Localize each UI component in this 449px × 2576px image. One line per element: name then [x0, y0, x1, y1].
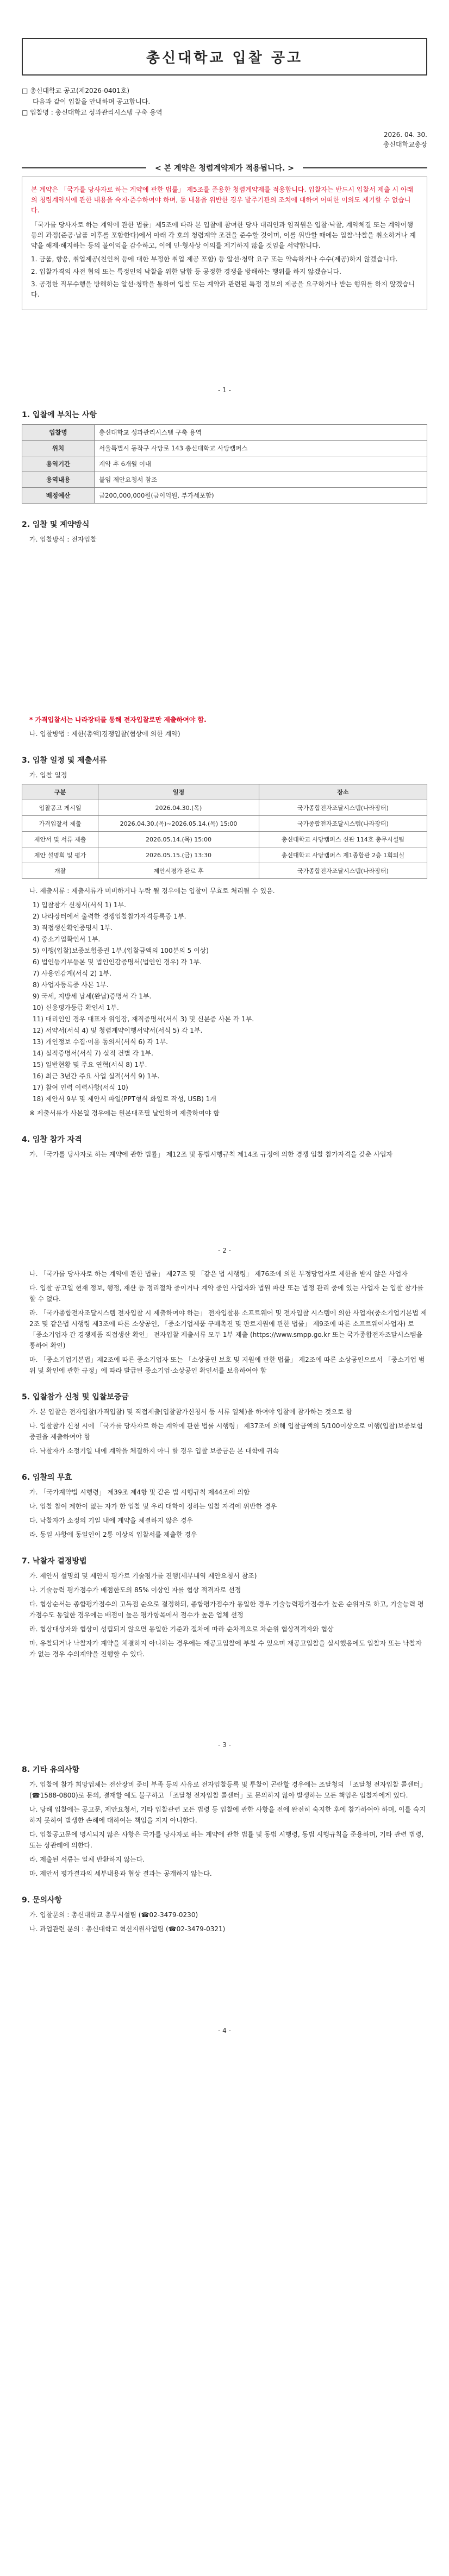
- table-row: 입찰공고 게시일 2026.04.30.(목) 국가종합전자조달시스템(나라장터): [22, 800, 427, 816]
- award-method-d: 라. 협상대상자와 협상이 성립되지 않으면 동일한 기준과 절차에 따라 순차적으로 차순위 협상적격자와 협상: [29, 1625, 334, 1633]
- section-title: 6. 입찰의 무효: [22, 1473, 72, 1482]
- list-item: 3. 공정한 직무수행을 방해하는 알선·청탁을 통하여 입찰 또는 계약과 관련된 특정 정보의 제공을 요구하거나 받는 행위를 하지 않겠습니다.: [31, 280, 415, 298]
- notice-header: [22, 85, 427, 118]
- list-item: 18) 제안서 9부 및 제안서 파일(PPT형식 화일로 작성, USB) 1개: [33, 1095, 216, 1103]
- invalid-bid-c: 다. 낙찰자가 소정의 기일 내에 계약을 체결하지 않은 경우: [29, 1517, 193, 1524]
- list-item: 7) 사용인감계(서식 2) 1부.: [33, 970, 111, 977]
- list-item: 9) 국세, 지방세 납세(완납)증명서 각 1부.: [33, 992, 152, 1000]
- notice-date: 2026. 04. 30.: [383, 131, 427, 139]
- table-row: 개찰 제안서평가 완료 후 국가종합전자조달시스템(나라장터): [22, 863, 427, 879]
- invalid-bid-a: 가. 「국가계약법 시행령」 제39조 제4항 및 같은 법 시행규칙 제44조에 의함: [29, 1488, 250, 1496]
- section-title: 4. 입찰 참가 자격: [22, 1135, 82, 1144]
- notice-description: 다음과 같이 입찰을 안내하며 공고합니다.: [33, 98, 151, 105]
- bid-item-name: □ 입찰명 : 총신대학교 성과관리시스템 구축 용역: [22, 107, 427, 118]
- list-item: 16) 최근 3년간 주요 사업 실적(서식 9) 1부.: [33, 1072, 160, 1080]
- list-item: 5) 이행(입찰)보증보험증권 1부.(입찰금액의 100분의 5 이상): [33, 947, 209, 954]
- list-item: 14) 실적증명서(서식 7) 실적 건별 각 1부.: [33, 1050, 153, 1057]
- integrity-contract-box: [22, 177, 427, 310]
- table-row: 제안 설명회 및 평가 2026.05.15.(금) 13:30 총신대학교 사당캠퍼스 제1종합관 2층 1회의실: [22, 847, 427, 863]
- list-item: 10) 신용평가등급 확인서 1부.: [33, 1004, 119, 1011]
- page-title: 총신대학교 입찰 공고: [22, 38, 427, 76]
- schedule-subtitle: 가. 입찰 일정: [29, 771, 67, 779]
- qualification-d: 라. 「국가종합전자조달시스템 전자입찰 시 제출하여야 하는」 전자입찰용 소프트웨어 및 전자입찰 시스템에 의한 사업자(중소기업기본법 제2조 및 같은법 시행령 제3조에 따른 소상공인, 「중소기업제품 구매촉진 및 판로지원에 관한 법률」 제9조에 따른 소프트웨어사업자) 로 「중소기업자 간 경쟁제품 직접생산 확인」 전자입찰 제출서류 모두 1부 제출 (https://www.smpp.go.kr 또는 국가종합전자조달시스템을 통하여 확인): [29, 1309, 427, 1349]
- notes-e: 마. 제안서 평가결과의 세부내용과 협상 결과는 공개하지 않는다.: [29, 1870, 212, 1877]
- section-title: 2. 입찰 및 계약방식: [22, 520, 90, 529]
- section-title: 8. 기타 유의사항: [22, 1765, 79, 1774]
- integrity-pledge-text: 「국가를 당사자로 하는 계약에 관한 법률」제5조에 따라 본 입찰에 참여한 당사 대리인과 임직원은 입찰·낙찰, 계약체결 또는 계약이행 등의 과정(준공·납품 이후를 포함한다)에서 아래 각 호의 청렴계약 조건을 준수할 것이며, 이를 위반할 때에는 입찰·낙찰을 취소하거나 계약을 해제·해지하는 등의 불이익을 감수하고, 이에 민·형사상 이의를 제기하지 않을 것임을 서약합니다.: [31, 221, 416, 249]
- schedule-table: [22, 784, 427, 879]
- documents-title: 나. 제출서류 : 제출서류가 미비하거나 누락 될 경우에는 입찰이 무효로 처리될 수 있음.: [29, 887, 275, 895]
- qualification-b: 나. 「국가를 당사자로 하는 계약에 관한 법률」 제27조 및 「같은 법 시행령」 제76조에 의한 부정당업자로 제한을 받지 않은 사업자: [29, 1270, 408, 1278]
- award-method-e: 마. 유찰되거나 낙찰자가 계약을 체결하지 아니하는 경우에는 재공고입찰에 부칠 수 있으며 재공고입찰을 실시했음에도 입찰자 또는 낙찰자가 없는 경우 수의계약을 진행할 수 있다.: [29, 1639, 422, 1658]
- contact-a: 가. 입찰문의 : 총신대학교 총무시설팀 (☎02-3479-0230): [29, 1911, 198, 1919]
- invalid-bid-b: 나. 입찰 참여 제한이 없는 자가 한 입찰 및 우리 대학이 정하는 입찰 자격에 위반한 경우: [29, 1503, 277, 1510]
- integrity-pledge-list: [31, 254, 418, 300]
- list-item: 8) 사업자등록증 사본 1부.: [33, 981, 109, 989]
- documents-note: ※ 제출서류가 사본일 경우에는 원본대조필 날인하여 제출하여야 함: [29, 1109, 220, 1117]
- award-method-c: 다. 협상순서는 종합평가점수의 고득점 순으로 결정하되, 종합평가점수가 동일한 경우 기술능력평가점수가 높은 순위자로 하고, 기술능력 평가점수도 동일한 경우에는 배점이 높은 평가항목에서 점수가 높은 업체 선정: [29, 1600, 424, 1619]
- notes-d: 라. 제출된 서류는 일체 반환하지 않는다.: [29, 1856, 145, 1863]
- bid-application-a: 가. 본 입찰은 전자입찰(가격입찰) 및 직접제출(입찰참가신청서 등 서류 일체)을 하여야 입찰에 참가하는 것으로 함: [29, 1408, 352, 1416]
- page-number: - 2 -: [218, 1247, 231, 1254]
- bid-application-c: 다. 낙찰자가 소정기일 내에 계약을 체결하지 아니 할 경우 입찰 보증금은 본 대학에 귀속: [29, 1447, 279, 1455]
- bid-info-table: [22, 424, 427, 504]
- notes-b: 나. 당해 입찰에는 공고문, 제안요청서, 기타 입찰관련 모든 법령 등 입찰에 관한 사항을 전에 완전히 숙지한 후에 참가하여야 하며, 이를 숙지하지 못하여 발생한 손해에 대하여는 책임을 지지 아니한다.: [29, 1806, 426, 1824]
- section-title: 5. 입찰참가 신청 및 입찰보증금: [22, 1393, 129, 1402]
- list-item: 4) 중소기업확인서 1부.: [33, 935, 101, 943]
- issuer: 총신대학교총장: [383, 141, 427, 148]
- section-title: 7. 낙찰자 결정방법: [22, 1557, 87, 1566]
- list-item: 1. 금품, 향응, 취업제공(친인척 등에 대한 부정한 취업 제공 포함) 등 알선·청탁 요구 또는 약속하거나 수수(제공)하지 않겠습니다.: [31, 255, 398, 263]
- electronic-bid-note: * 가격입찰서는 나라장터를 통해 전자입찰로만 제출하여야 함.: [29, 716, 207, 724]
- award-method-a: 가. 제안서 설명회 및 제안서 평가로 기술평가를 진행(세부내역 제안요청서 참조): [29, 1572, 257, 1580]
- table-row: 용역기간 계약 후 6개월 이내: [22, 456, 427, 472]
- notes-a: 가. 입찰에 참가 희망업체는 전산장비 준비 부족 등의 사유로 전자입찰등록 및 투찰이 곤란할 경우에는 조달청의 「조달청 전자입찰 콜센터」(☎1588-0800)로 문의, 결재할 예도 불구하고 「조달청 전자입찰 콜센터」로 문의하지 않아 발생하는 모든 책임은 입찰자에게 있다.: [29, 1781, 427, 1799]
- contact-b: 나. 과업관련 문의 : 총신대학교 혁신지원사업팀 (☎02-3479-0321): [29, 1925, 226, 1933]
- award-method-b: 나. 기술능력 평가점수가 배점한도의 85% 이상인 자를 협상 적격자로 선정: [29, 1586, 241, 1594]
- notes-c: 다. 입찰공고문에 명시되지 않은 사항은 국가를 당사자로 하는 계약에 관한 법률 및 동법 시행령, 동법 시행규칙을 준용하며, 기타 관련 법령, 또는 상관례에 의한다.: [29, 1831, 424, 1849]
- documents-list: [33, 900, 427, 1104]
- list-item: 12) 서약서(서식 4) 및 청렴계약이행서약서(서식 5) 각 1부.: [33, 1027, 203, 1034]
- section-title: 1. 입찰에 부치는 사항: [22, 411, 97, 419]
- list-item: 6) 법인등기부등본 및 법인인감증명서(법인인 경우) 각 1부.: [33, 958, 202, 966]
- bid-method: 가. 입찰방식 : 전자입찰: [29, 536, 97, 543]
- table-row: 입찰명 총신대학교 성과관리시스템 구축 용역: [22, 425, 427, 441]
- qualification-e: 마. 「중소기업기본법」제2조에 따른 중소기업자 또는 「소상공인 보호 및 지원에 관한 법률」 제2조에 따른 소상공인으로서 「중소기업 범위 및 확인에 관한 규정」에 따라 발급된 중소기업·소상공인 확인서를 보유하여야 함: [29, 1356, 425, 1374]
- page-number: - 1 -: [218, 386, 231, 394]
- notice-number: □ 총신대학교 공고(제2026-0401호): [22, 85, 427, 96]
- document-page: [0, 38, 449, 2034]
- invalid-bid-d: 라. 동일 사항에 동일인이 2통 이상의 입찰서를 제출한 경우: [29, 1531, 197, 1538]
- list-item: 1) 입찰참가 신청서(서식 1) 1부.: [33, 901, 126, 909]
- qualification-c: 다. 입찰 공고일 현재 정보, 행정, 재산 등 정리절차 중이거나 계약 중인 사업자와 법원 파산 또는 법정 관리 중에 있는 사업자 는 입찰 참가를 할 수 없다.: [29, 1284, 424, 1303]
- integrity-contract-intro: 본 계약은 「국가를 당사자로 하는 계약에 관한 법률」 제5조를 준용한 청렴계약제를 적용합니다. 입찰자는 반드시 입찰서 제출 시 아래의 청렴계약서에 관한 내용을 숙지·준수하여야 하며, 동 내용을 위반한 경우 발주기관의 조치에 대하여 어떠한 이의도 제기할 수 없습니다.: [31, 186, 414, 214]
- section-title: 9. 문의사항: [22, 1896, 63, 1905]
- table-row: 배정예산 금200,000,000원(금이억원, 부가세포함): [22, 488, 427, 504]
- page-number: - 3 -: [218, 1741, 231, 1749]
- table-row: 제안서 및 서류 제출 2026.05.14.(목) 15:00 총신대학교 사당캠퍼스 신관 114호 총무시설팀: [22, 832, 427, 847]
- qualification-a: 가. 「국가를 당사자로 하는 계약에 관한 법률」 제12조 및 동법시행규칙 제14조 규정에 의한 경쟁 입찰 참가자격을 갖춘 사업자: [29, 1151, 393, 1158]
- list-item: 15) 일반현황 및 주요 연혁(서식 8) 1부.: [33, 1061, 147, 1069]
- table-row: 가격입찰서 제출 2026.04.30.(목)~2026.05.14.(목) 15:00 국가종합전자조달시스템(나라장터): [22, 816, 427, 832]
- page-number: - 4 -: [218, 2027, 231, 2034]
- list-item: 3) 직접생산확인증명서 1부.: [33, 924, 113, 932]
- bid-approach: 나. 입찰방법 : 제한(총액)경쟁입찰(협상에 의한 계약): [29, 730, 180, 738]
- bid-application-b: 나. 입찰참가 신청 시에 「국가를 당사자로 하는 계약에 관한 법률 시행령」 제37조에 의해 입찰금액의 5/100이상으로 이행(입찰)보증보험증권을 제출하여야 함: [29, 1422, 423, 1441]
- table-row: 위치 서울특별시 동작구 사당로 143 총신대학교 사당캠퍼스: [22, 441, 427, 456]
- section-title: 3. 입찰 일정 및 제출서류: [22, 756, 107, 765]
- table-row: 용역내용 붙임 제안요청서 참조: [22, 472, 427, 488]
- integrity-contract-banner: < 본 계약은 청렴계약제가 적용됩니다. >: [22, 162, 427, 173]
- date-block: [22, 130, 427, 149]
- blank-area: [22, 548, 427, 711]
- list-item: 2. 입찰가격의 사전 협의 또는 특정인의 낙찰을 위한 담합 등 공정한 경쟁을 방해하는 행위를 하지 않겠습니다.: [31, 268, 341, 275]
- list-item: 13) 개인정보 수집·이용 동의서(서식 6) 각 1부.: [33, 1038, 168, 1046]
- list-item: 17) 참여 인력 이력사항(서식 10): [33, 1084, 128, 1091]
- table-header-row: 구분 일정 장소: [22, 784, 427, 800]
- list-item: 2) 나라장터에서 출력한 경쟁입찰참가자격등록증 1부.: [33, 913, 186, 920]
- list-item: 11) 대리인인 경우 대표자 위임장, 재직증명서(서식 3) 및 신분증 사본 각 1부.: [33, 1015, 254, 1023]
